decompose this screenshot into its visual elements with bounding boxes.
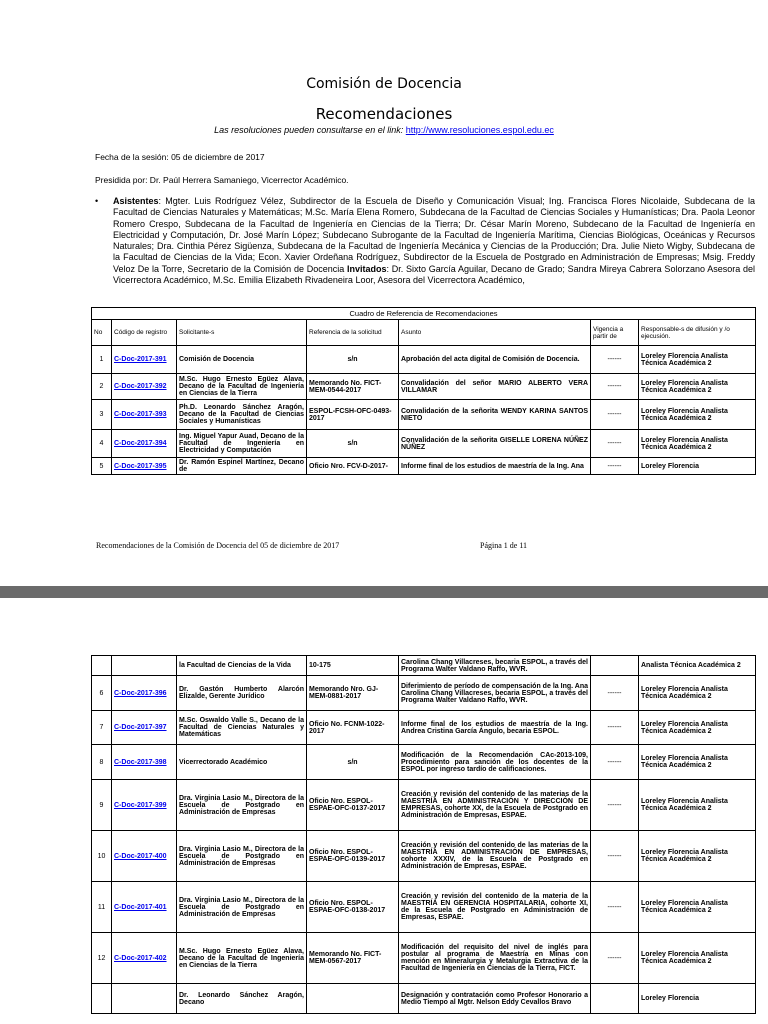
col-header-no: No	[92, 320, 112, 346]
solicitante-cell: Dra. Virginia Lasio M., Directora de la Escuela de Postgrado en Administración de Empresas	[177, 780, 307, 831]
col-header-responsable: Responsable-s de difusión y /o ejecusión.	[639, 320, 756, 346]
table-row	[92, 711, 756, 745]
record-code-link[interactable]: C-Doc-2017-399	[112, 780, 177, 831]
referencia-cell: Oficio Nro. ESPOL-ESPAE-OFC-0139-2017	[307, 831, 399, 882]
responsable-cell: Loreley Florencia	[639, 458, 756, 475]
referencia-cell: s/n	[307, 346, 399, 374]
row-number	[92, 656, 112, 676]
guests-text: : Dr. Sixto García Aguilar, Decano de Grado; Sandra Mireya Cabrera Solorzano Asesora del Vicerrectora Académico, M.Sc. Emilia Elizabeth Rivadeneira Loor, Asesora del Vicerrectora Académico,	[113, 263, 755, 286]
responsable-cell: Analista Técnica Académica 2	[639, 656, 756, 676]
table-row	[92, 882, 756, 933]
table-row	[92, 374, 756, 400]
asunto-cell: Creación y revisión del contenido de las materias de la MAESTRÍA EN ADMINISTRACIÓN Y DIRECCIÓN DE EMPRESAS, cohorte XX, de la Escuela de Postgrado en Administración de Empresas, ESPAE.	[399, 780, 591, 831]
bullet-icon: •	[95, 196, 99, 206]
solicitante-cell: Ph.D. Leonardo Sánchez Aragón, Decano de la Facultad de Ciencias Sociales y Humanísticas	[177, 400, 307, 430]
vigencia-cell	[591, 656, 639, 676]
responsable-cell: Loreley Florencia Analista Técnica Académica 2	[639, 374, 756, 400]
solicitante-cell: Dr. Gastón Humberto Alarcón Elizalde, Gerente Jurídico	[177, 676, 307, 711]
record-code-link[interactable]: C-Doc-2017-395	[112, 458, 177, 475]
asunto-cell: Convalidación del señor MARIO ALBERTO VERA VILLAMAR	[399, 374, 591, 400]
row-number: 2	[92, 374, 112, 400]
solicitante-cell: Comisión de Docencia	[177, 346, 307, 374]
record-code-link[interactable]: C-Doc-2017-391	[112, 346, 177, 374]
record-code-link[interactable]: C-Doc-2017-392	[112, 374, 177, 400]
resoluciones-link[interactable]: http://www.resoluciones.espol.edu.ec	[405, 125, 554, 135]
record-code-link[interactable]: C-Doc-2017-397	[112, 711, 177, 745]
row-number: 3	[92, 400, 112, 430]
attendees-label: Asistentes	[113, 196, 159, 206]
col-header-asunto: Asunto	[399, 320, 591, 346]
responsable-cell: Loreley Florencia Analista Técnica Académica 2	[639, 745, 756, 780]
referencia-cell: Memorando No. FICT-MEM-0567-2017	[307, 933, 399, 984]
col-header-solicitante: Solicitante-s	[177, 320, 307, 346]
vigencia-cell: ------	[591, 933, 639, 984]
record-code-link[interactable]: C-Doc-2017-402	[112, 933, 177, 984]
referencia-cell: Memorando Nro. GJ-MEM-0881-2017	[307, 676, 399, 711]
row-number	[92, 984, 112, 1014]
guests-label: Invitados	[347, 263, 387, 274]
record-code-link[interactable]: C-Doc-2017-396	[112, 676, 177, 711]
footer-left: Recomendaciones de la Comisión de Docencia del 05 de diciembre de 2017	[96, 541, 340, 550]
table-row	[92, 346, 756, 374]
asunto-cell: Designación y contratación como Profesor Honorario a Medio Tiempo al Mgtr. Nelson Eddy Cevallos Bravo	[399, 984, 591, 1014]
asunto-cell: Convalidación de la señorita WENDY KARINA SANTOS NIETO	[399, 400, 591, 430]
recommendations-table	[91, 307, 756, 475]
asunto-cell: Informe final de los estudios de maestría de la Ing. Ana	[399, 458, 591, 475]
asunto-cell: Modificación del requisito del nivel de inglés para postular al programa de Maestría en Minas con mención en Mineralurgia y Metalurgia Extractiva de la Facultad de Ingeniería en Ciencias de la Tierra, FICT.	[399, 933, 591, 984]
vigencia-cell: ------	[591, 831, 639, 882]
table-row	[92, 984, 756, 1014]
row-number: 6	[92, 676, 112, 711]
referencia-cell: Oficio Nro. FCV-D-2017-	[307, 458, 399, 475]
solicitante-cell: Dr. Ramón Espinel Martínez, Decano de	[177, 458, 307, 475]
col-header-referencia: Referencia de la solicitud	[307, 320, 399, 346]
row-number: 8	[92, 745, 112, 780]
vigencia-cell: ------	[591, 711, 639, 745]
table-header-row	[92, 320, 756, 346]
document-subtitle: Recomendaciones	[315, 105, 453, 123]
footer-page-number: Página 1 de 11	[480, 541, 528, 550]
record-code-link[interactable]: C-Doc-2017-400	[112, 831, 177, 882]
vigencia-cell: ------	[591, 430, 639, 458]
responsable-cell: Loreley Florencia	[639, 984, 756, 1014]
row-number: 12	[92, 933, 112, 984]
solicitante-cell: Dra. Virginia Lasio M., Directora de la Escuela de Postgrado en Administración de Empresas	[177, 882, 307, 933]
solicitante-cell: Dra. Virginia Lasio M., Directora de la Escuela de Postgrado en Administración de Empresas	[177, 831, 307, 882]
referencia-cell: Oficio Nro. ESPOL-ESPAE-OFC-0137-2017	[307, 780, 399, 831]
document-title: Comisión de Docencia	[306, 76, 462, 92]
asunto-cell: Creación y revisión del contenido de las materias de la MAESTRÍA EN ADMINISTRACIÓN DE EMPRESAS, cohorte XXXIV, de la Escuela de Postgrado en Administración de Empresas, ESPAE.	[399, 831, 591, 882]
link-line	[0, 125, 768, 135]
vigencia-cell: ------	[591, 374, 639, 400]
solicitante-cell: Vicerrectorado Académico	[177, 745, 307, 780]
vigencia-cell: ------	[591, 745, 639, 780]
recommendations-table-continued	[91, 655, 756, 1014]
table-row	[92, 933, 756, 984]
referencia-cell	[307, 984, 399, 1014]
solicitante-cell: la Facultad de Ciencias de la Vida	[177, 656, 307, 676]
vigencia-cell: ------	[591, 676, 639, 711]
solicitante-cell: M.Sc. Hugo Ernesto Egüez Alava, Decano de la Facultad de Ingeniería en Ciencias de la Tierra	[177, 933, 307, 984]
referencia-cell: ESPOL-FCSH-OFC-0493-2017	[307, 400, 399, 430]
asunto-cell: Diferimiento de período de compensación de la Ing. Ana Carolina Chang Villacreses, becaria ESPOL, a través del Programa Walter Valdano Raffo, WVR.	[399, 676, 591, 711]
table-row	[92, 745, 756, 780]
record-code-link	[112, 984, 177, 1014]
solicitante-cell: Dr. Leonardo Sánchez Aragón, Decano	[177, 984, 307, 1014]
table-row	[92, 458, 756, 475]
row-number: 10	[92, 831, 112, 882]
table-row	[92, 400, 756, 430]
asunto-cell: Creación y revisión del contenido de la materia de la MAESTRÍA EN GERENCIA HOSPITALARIA, cohorte XI, de la Escuela de Postgrado en Administración de Empresas, ESPAE.	[399, 882, 591, 933]
vigencia-cell	[591, 984, 639, 1014]
record-code-link[interactable]: C-Doc-2017-398	[112, 745, 177, 780]
vigencia-cell: ------	[591, 346, 639, 374]
col-header-vigencia: Vigencia a partir de	[591, 320, 639, 346]
referencia-cell: s/n	[307, 745, 399, 780]
responsable-cell: Loreley Florencia Analista Técnica Académica 2	[639, 430, 756, 458]
vigencia-cell: ------	[591, 400, 639, 430]
asunto-cell: Convalidación de la señorita GISELLE LORENA NÚÑEZ NÚÑEZ	[399, 430, 591, 458]
responsable-cell: Loreley Florencia Analista Técnica Académica 2	[639, 780, 756, 831]
responsable-cell: Loreley Florencia Analista Técnica Académica 2	[639, 676, 756, 711]
referencia-cell: s/n	[307, 430, 399, 458]
referencia-cell: Oficio Nro. ESPOL-ESPAE-OFC-0138-2017	[307, 882, 399, 933]
attendees-text: : Mgter. Luis Rodríguez Vélez, Subdirector de la Escuela de Diseño y Comunicación Visual; Ing. Francisca Flores Nicolaide, Subdecana de la Facultad de Ciencias Naturales y Matemáticas; M.Sc. María Elena Romero, Subdecana de la Facultad de Ciencias Sociales y Humanísticas; Dra. Paola Leonor Romero Crespo, Subdecana de la Facultad de Ingeniería en Ciencias de la Tierra; Dr. César Marín Moreno, Subdecano de la Facultad de Ingeniería en Electricidad y Computación, Dr. José Marín López; Subdecano Subrogante de la Facultad de Ingeniería Marítima, Ciencias Biológicas, Oceánicas y Recursos Naturales; Dra. Cinthia Pérez Sigüenza, Subdecana de la Facultad de Ingeniería Mecánica y Ciencias de la Producción; Dra. Julie Nieto Wigby, Subdecana de la Facultad de Ciencias de la Vida; Econ. Xavier Ordeñana Rodríguez, Subdirector de la Escuela de Postgrado en Administración de Empresas; Msig. Freddy Veloz De la Torre, Secretario de la Comisión de Docencia	[113, 196, 755, 274]
table-caption: Cuadro de Referencia de Recomendaciones	[92, 308, 756, 320]
row-number: 7	[92, 711, 112, 745]
asunto-cell: Modificación de la Recomendación CAc-2013-109, Procedimiento para sanción de los docentes de la ESPOL por ingreso tardío de calificaciones.	[399, 745, 591, 780]
table-row	[92, 656, 756, 676]
row-number: 1	[92, 346, 112, 374]
record-code-link[interactable]: C-Doc-2017-394	[112, 430, 177, 458]
referencia-cell: Memorando No. FICT-MEM-0544-2017	[307, 374, 399, 400]
solicitante-cell: Ing. Miguel Yapur Auad, Decano de la Facultad de Ingeniería en Electricidad y Computación	[177, 430, 307, 458]
vigencia-cell: ------	[591, 882, 639, 933]
table-row	[92, 430, 756, 458]
row-number: 11	[92, 882, 112, 933]
row-number: 5	[92, 458, 112, 475]
referencia-cell: Oficio No. FCNM-1022-2017	[307, 711, 399, 745]
referencia-cell: 10-175	[307, 656, 399, 676]
session-chair: Presidida por: Dr. Paúl Herrera Samaniego, Vicerrector Académico.	[95, 175, 349, 185]
document-page-2	[0, 598, 768, 1024]
responsable-cell: Loreley Florencia Analista Técnica Académica 2	[639, 400, 756, 430]
solicitante-cell: M.Sc. Oswaldo Valle S., Decano de la Facultad de Ciencias Naturales y Matemáticas	[177, 711, 307, 745]
responsable-cell: Loreley Florencia Analista Técnica Académica 2	[639, 933, 756, 984]
record-code-link[interactable]: C-Doc-2017-401	[112, 882, 177, 933]
responsable-cell: Loreley Florencia Analista Técnica Académica 2	[639, 346, 756, 374]
vigencia-cell: ------	[591, 780, 639, 831]
table-row	[92, 676, 756, 711]
record-code-link	[112, 656, 177, 676]
responsable-cell: Loreley Florencia Analista Técnica Académica 2	[639, 711, 756, 745]
vigencia-cell: ------	[591, 458, 639, 475]
solicitante-cell: M.Sc. Hugo Ernesto Egüez Alava, Decano de la Facultad de Ingeniería en Ciencias de la Tierra	[177, 374, 307, 400]
session-date: Fecha de la sesión: 05 de diciembre de 2017	[95, 152, 265, 162]
attendees-paragraph	[95, 196, 755, 286]
asunto-cell: Aprobación del acta digital de Comisión de Docencia.	[399, 346, 591, 374]
row-number: 4	[92, 430, 112, 458]
table-row	[92, 831, 756, 882]
responsable-cell: Loreley Florencia Analista Técnica Académica 2	[639, 882, 756, 933]
responsable-cell: Loreley Florencia Analista Técnica Académica 2	[639, 831, 756, 882]
row-number: 9	[92, 780, 112, 831]
link-prefix: Las resoluciones pueden consultarse en el link:	[214, 125, 404, 135]
col-header-code: Código de registro	[112, 320, 177, 346]
asunto-cell: Informe final de los estudios de maestría de la Ing. Andrea Cristina García Ángulo, becaria ESPOL.	[399, 711, 591, 745]
asunto-cell: Carolina Chang Villacreses, becaria ESPOL, a través del Programa Walter Valdano Raffo, WVR.	[399, 656, 591, 676]
table-row	[92, 780, 756, 831]
record-code-link[interactable]: C-Doc-2017-393	[112, 400, 177, 430]
